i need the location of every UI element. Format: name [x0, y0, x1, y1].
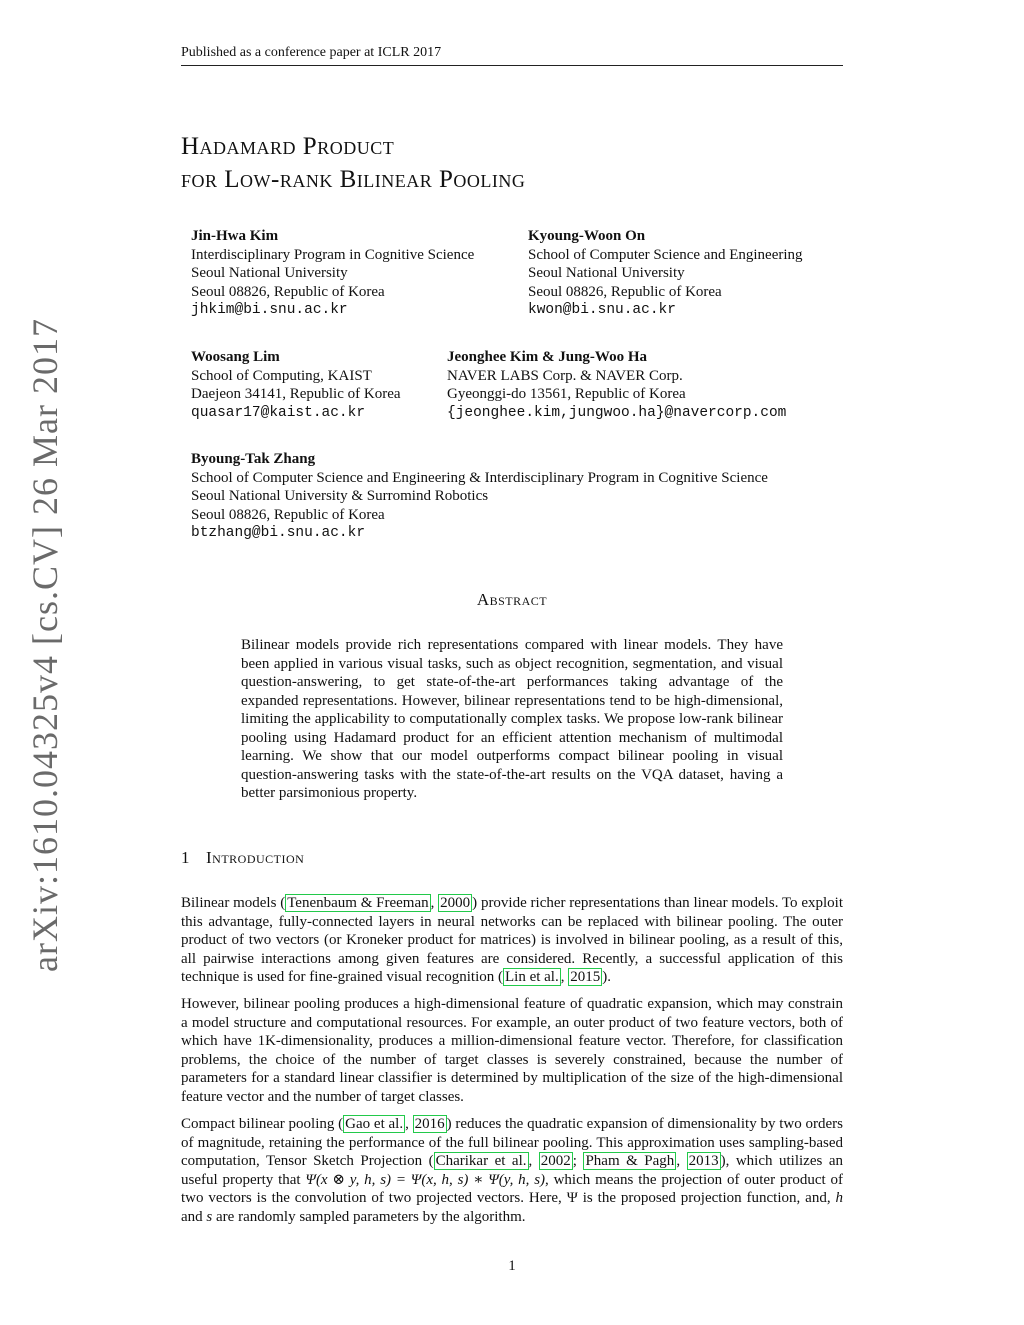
- text-run: ) reduces the quadratic expansion of dimensionality by two orders of magnitude, retaining the performance of the full bilinear pooling. This approximation uses sampling-based computation, Tensor Sketch Projection (: [181, 1116, 844, 1169]
- math-symbol: s: [206, 1208, 213, 1225]
- author-name: Byoung-Tak Zhang: [191, 451, 316, 467]
- citation-link[interactable]: Gao et al.: [345, 1116, 404, 1132]
- intro-paragraph-2: However, bilinear pooling produces a high-dimensional feature of quadratic expansion, which may constrain a model structure and computational resources. For example, an outer product of two feature vectors, both of which have 1K-dimensionality, produces a million-dimensional feature vector. Therefore, for classification problems, the choice of the number of target classes is severely constrained, because the number of parameters for a standard linear classifier is determined by multiplication of the size of the high-dimensional feature vector and the number of target classes.: [181, 996, 843, 1105]
- author-affiliation: NAVER LABS Corp. & NAVER Corp.: [447, 367, 683, 384]
- author-email[interactable]: quasar17@kaist.ac.kr: [191, 404, 366, 421]
- author-address: Daejeon 34141, Republic of Korea: [191, 386, 401, 402]
- citation-link[interactable]: Charikar et al.: [435, 1153, 527, 1169]
- math-symbol: h: [835, 1190, 844, 1206]
- text-run: ,: [430, 895, 439, 911]
- text-run: are randomly sampled parameters by the algorithm.: [212, 1208, 526, 1225]
- author-affiliation: Seoul National University: [528, 265, 685, 281]
- text-run: ,: [560, 969, 569, 985]
- math-expression: Ψ(x ⊗ y, h, s) = Ψ(x, h, s) ∗ Ψ(y, h, s): [305, 1171, 546, 1188]
- running-header: Published as a conference paper at ICLR 2017: [181, 45, 442, 60]
- math-symbol: Ψ: [566, 1190, 578, 1206]
- section-heading: [181, 848, 304, 868]
- citation-link[interactable]: 2015: [570, 969, 601, 985]
- author-block-5: [191, 450, 768, 543]
- text-run: , which means the projection of outer product of two vectors is the convolution of two projected vectors. Here,: [181, 1171, 843, 1206]
- citation-link[interactable]: 2013: [688, 1153, 719, 1169]
- author-name: Woosang Lim: [191, 349, 280, 365]
- title-line-1: Hadamard Product: [181, 133, 395, 160]
- author-email[interactable]: jhkim@bi.snu.ac.kr: [191, 302, 348, 318]
- author-email[interactable]: btzhang@bi.snu.ac.kr: [191, 525, 366, 541]
- text-run: and: [181, 1208, 207, 1225]
- text-run: ,: [528, 1153, 539, 1169]
- text-run: ,: [676, 1153, 687, 1169]
- page-number: 1: [508, 1258, 516, 1274]
- section-title: Introduction: [206, 848, 305, 867]
- author-affiliation: Seoul National University & Surromind Robotics: [191, 488, 489, 504]
- text-run: ).: [602, 969, 611, 985]
- intro-paragraph-1: [181, 894, 843, 987]
- author-name: Jin-Hwa Kim: [191, 228, 279, 244]
- text-run: is the proposed projection function, and,: [577, 1190, 836, 1206]
- author-affiliation: Seoul National University: [191, 265, 348, 281]
- citation-link[interactable]: Tenenbaum & Freeman: [287, 895, 429, 911]
- author-name: Kyoung-Woon On: [528, 228, 646, 244]
- author-address: Gyeonggi-do 13561, Republic of Korea: [447, 386, 686, 402]
- author-address: Seoul 08826, Republic of Korea: [528, 283, 722, 300]
- author-affiliation: School of Computer Science and Engineering & Interdisciplinary Program in Cognitive Science: [191, 469, 768, 486]
- citation-link[interactable]: Lin et al.: [504, 969, 559, 985]
- paper-title: [181, 130, 525, 196]
- author-affiliation: Interdisciplinary Program in Cognitive Science: [191, 246, 475, 263]
- author-email[interactable]: kwon@bi.snu.ac.kr: [528, 302, 676, 318]
- citation-link[interactable]: 2016: [414, 1116, 445, 1132]
- text-run: ;: [572, 1153, 584, 1169]
- author-block-2: [528, 227, 803, 320]
- intro-paragraph-3: [181, 1115, 843, 1226]
- text-run: ), which utilizes an useful property that: [181, 1153, 843, 1188]
- header-rule: [181, 65, 843, 66]
- citation-link[interactable]: 2000: [440, 895, 471, 911]
- author-block-3: [191, 348, 401, 422]
- author-affiliation: School of Computer Science and Engineering: [528, 246, 803, 263]
- author-affiliation: School of Computing, KAIST: [191, 367, 372, 384]
- author-name: Jeonghee Kim & Jung-Woo Ha: [447, 349, 648, 365]
- abstract-text: Bilinear models provide rich representations compared with linear models. They have been applied in various visual tasks, such as object recognition, segmentation, and visual question-answering, to get state-of-the-art performances taking advantage of the expanded representations. However, bilinear representations tend to be high-dimensional, limiting the applicability to computationally complex tasks. We propose low-rank bilinear pooling using Hadamard product for an efficient attention mechanism of multimodal learning. We show that our model outperforms compact bilinear pooling in visual question-answering tasks with the state-of-the-art results on the VQA dataset, having a better parsimonious property.: [241, 637, 783, 801]
- text-run: ) provide richer representations than linear models. To exploit this advantage, fully-connected layers in neural networks can be replaced with bilinear pooling. The outer product of two vectors (or Kroneker product for matrices) is involved in bilinear pooling, as a result of this, all pairwise interactions among given features are considered. Recently, a successful application of this technique is used for fine-grained visual recognition (: [181, 895, 843, 985]
- section-number: 1: [181, 848, 190, 867]
- author-address: Seoul 08826, Republic of Korea: [191, 506, 385, 523]
- author-block-1: [191, 227, 474, 320]
- abstract-heading: Abstract: [476, 590, 548, 609]
- text-run: Compact bilinear pooling (: [181, 1116, 344, 1132]
- text-run: ,: [405, 1116, 413, 1132]
- arxiv-stamp: arXiv:1610.04325v4 [cs.CV] 26 Mar 2017: [25, 318, 65, 972]
- citation-link[interactable]: Pham & Pagh: [585, 1153, 675, 1169]
- text-run: Bilinear models (: [181, 895, 286, 911]
- author-block-4: [447, 348, 786, 422]
- citation-link[interactable]: 2002: [540, 1153, 571, 1169]
- author-email[interactable]: {jeonghee.kim,jungwoo.ha}@navercorp.com: [447, 404, 787, 421]
- author-address: Seoul 08826, Republic of Korea: [191, 283, 385, 300]
- title-line-2: for Low-rank Bilinear Pooling: [181, 166, 526, 193]
